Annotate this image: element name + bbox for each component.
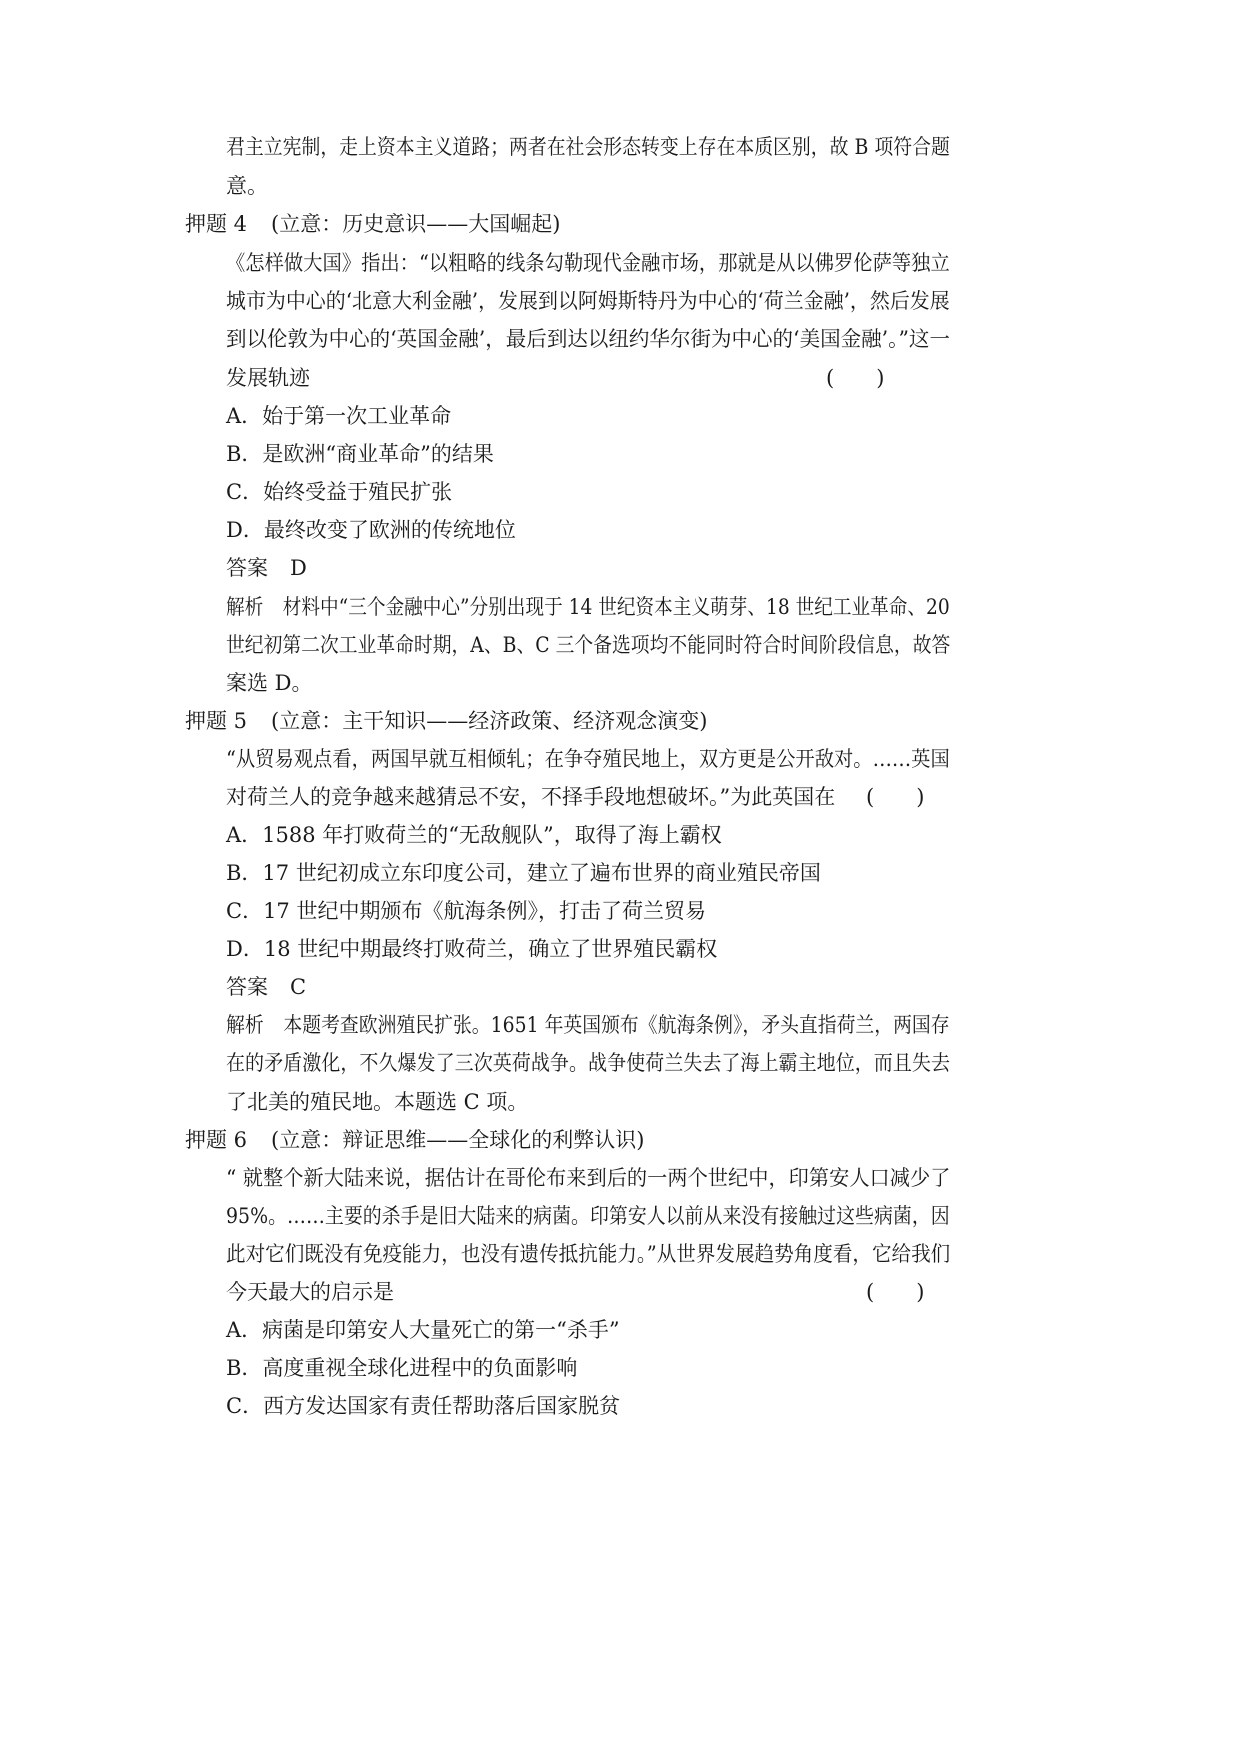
question-label: 押题 6 bbox=[185, 1128, 248, 1152]
analysis-text: 材料中“三个金融中心”分别出现于 14 世纪资本主义萌芽、18 世纪工业革命、20 bbox=[282, 595, 950, 619]
question-stem-line: “从贸易观点看，两国早就互相倾轧；在争夺殖民地上，双方更是公开敌对。……英国 bbox=[226, 747, 950, 771]
option-b: B．高度重视全球化进程中的负面影响 bbox=[226, 1356, 578, 1380]
question-heading bbox=[185, 210, 560, 238]
answer-line bbox=[226, 554, 307, 582]
option-a: A．1588 年打败荷兰的“无敌舰队”，取得了海上霸权 bbox=[226, 823, 722, 847]
analysis-label: 解析 bbox=[226, 595, 264, 619]
analysis-line: 在的矛盾激化，不久爆发了三次英荷战争。战争使荷兰失去了海上霸主地位，而且失去 bbox=[226, 1051, 951, 1075]
prev-analysis-line: 意。 bbox=[226, 174, 268, 198]
question-heading bbox=[185, 707, 707, 735]
question-stem-line: 对荷兰人的竞争越来越猜忌不安，不择手段地想破坏。”为此英国在 bbox=[226, 785, 836, 809]
question-stem-line: 发展轨迹 bbox=[226, 366, 310, 390]
option-a: A．病菌是印第安人大量死亡的第一“杀手” bbox=[226, 1318, 620, 1342]
analysis-line bbox=[226, 1011, 950, 1039]
answer-label: 答案 bbox=[226, 975, 268, 999]
question-stem-line: 95%。……主要的杀手是旧大陆来的病菌。印第安人以前从来没有接触过这些病菌，因 bbox=[226, 1204, 950, 1228]
answer-value: D bbox=[290, 556, 307, 580]
prev-analysis-line: 君主立宪制，走上资本主义道路；两者在社会形态转变上存在本质区别，故 B 项符合题 bbox=[226, 135, 950, 159]
analysis-line: 了北美的殖民地。本题选 C 项。 bbox=[226, 1090, 529, 1114]
analysis-text: 本题考查欧洲殖民扩张。1651 年英国颁布《航海条例》，矛头直指荷兰，两国存 bbox=[283, 1013, 950, 1037]
question-theme: (立意：辩证思维——全球化的利弊认识) bbox=[271, 1128, 645, 1152]
answer-value: C bbox=[290, 975, 307, 999]
analysis-line bbox=[226, 593, 950, 621]
question-stem-line: 《怎样做大国》指出：“以粗略的线条勾勒现代金融市场，那就是从以佛罗伦萨等独立 bbox=[226, 251, 950, 275]
answer-bracket: ( ) bbox=[826, 366, 885, 390]
question-label: 押题 4 bbox=[185, 212, 248, 236]
question-stem-line: 城市为中心的‘北意大利金融’，发展到以阿姆斯特丹为中心的‘荷兰金融’，然后发展 bbox=[226, 289, 950, 313]
analysis-line: 案选 D。 bbox=[226, 671, 313, 695]
question-stem-line: “ 就整个新大陆来说，据估计在哥伦布来到后的一两个世纪中，印第安人口减少了 bbox=[226, 1166, 951, 1190]
question-stem-line: 此对它们既没有免疫能力，也没有遗传抵抗能力。”从世界发展趋势角度看，它给我们 bbox=[226, 1242, 951, 1266]
option-c: C．始终受益于殖民扩张 bbox=[226, 480, 453, 504]
question-theme: (立意：主干知识——经济政策、经济观念演变) bbox=[271, 709, 708, 733]
option-a: A．始于第一次工业革命 bbox=[226, 404, 452, 428]
question-stem-line: 到以伦敦为中心的‘英国金融’，最后到达以纽约华尔街为中心的‘美国金融’。”这一 bbox=[226, 327, 950, 351]
answer-line bbox=[226, 973, 306, 1001]
answer-label: 答案 bbox=[226, 556, 268, 580]
answer-bracket: ( ) bbox=[866, 1280, 925, 1304]
option-b: B．17 世纪初成立东印度公司，建立了遍布世界的商业殖民帝国 bbox=[226, 861, 821, 885]
question-stem-line: 今天最大的启示是 bbox=[226, 1280, 394, 1304]
question-heading bbox=[185, 1126, 644, 1154]
question-theme: (立意：历史意识——大国崛起) bbox=[271, 212, 561, 236]
analysis-line: 世纪初第二次工业革命时期，A、B、C 三个备选项均不能同时符合时间阶段信息，故答 bbox=[226, 633, 951, 657]
analysis-label: 解析 bbox=[226, 1013, 264, 1037]
option-d: D．18 世纪中期最终打败荷兰，确立了世界殖民霸权 bbox=[226, 937, 718, 961]
option-c: C．17 世纪中期颁布《航海条例》，打击了荷兰贸易 bbox=[226, 899, 706, 923]
question-label: 押题 5 bbox=[185, 709, 248, 733]
option-c: C．西方发达国家有责任帮助落后国家脱贫 bbox=[226, 1394, 621, 1418]
option-b: B．是欧洲“商业革命”的结果 bbox=[226, 442, 494, 466]
answer-bracket: ( ) bbox=[866, 785, 925, 809]
option-d: D．最终改变了欧洲的传统地位 bbox=[226, 518, 516, 542]
